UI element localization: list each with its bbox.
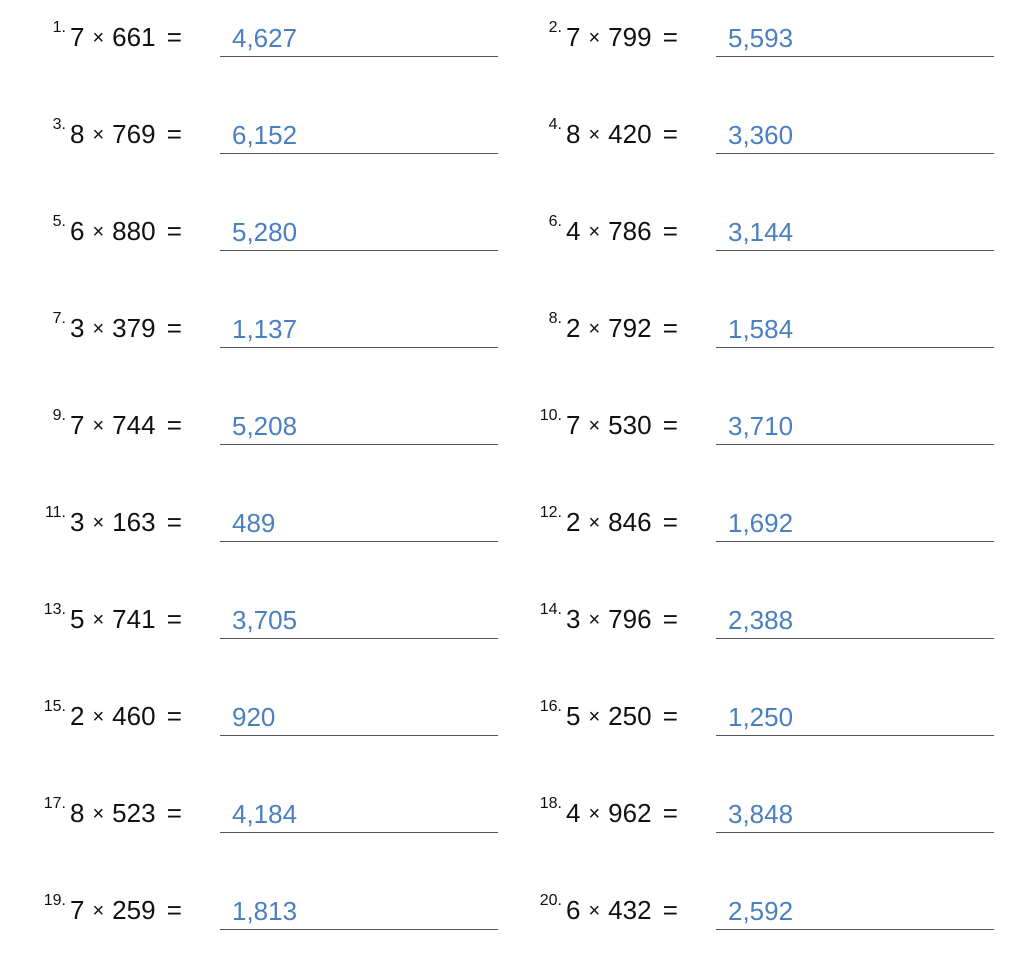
answer-line [716, 638, 994, 639]
multiplicand: 530 [608, 410, 652, 440]
multiplier: 7 [566, 410, 581, 440]
problem-item [22, 503, 502, 563]
multiplicand: 661 [112, 22, 156, 52]
problem-item [518, 697, 998, 757]
times-sign: × [588, 27, 601, 49]
times-sign: × [92, 706, 105, 728]
answer-line [220, 153, 498, 154]
multiplier: 7 [70, 22, 85, 52]
multiplier: 3 [70, 313, 85, 343]
problem-number: 4. [548, 116, 562, 133]
equals-sign: = [662, 313, 678, 343]
answer-line [716, 444, 994, 445]
multiplicand: 744 [112, 410, 156, 440]
answer-value: 1,584 [728, 314, 794, 344]
multiplicand: 796 [608, 604, 652, 634]
answer-line [716, 153, 994, 154]
equals-sign: = [166, 604, 182, 634]
multiplicand: 786 [608, 216, 652, 246]
answer-value: 3,360 [728, 120, 794, 150]
answer-line [716, 832, 994, 833]
problem-expression [68, 604, 184, 637]
multiplier: 6 [566, 895, 581, 925]
answer-value: 4,184 [232, 799, 298, 829]
problem-item [22, 115, 502, 175]
answer-line [716, 541, 994, 542]
multiplier: 2 [70, 701, 85, 731]
times-sign: × [92, 803, 105, 825]
multiplier: 6 [70, 216, 85, 246]
times-sign: × [588, 415, 601, 437]
equals-sign: = [166, 798, 182, 828]
multiplicand: 432 [608, 895, 652, 925]
answer-value: 2,592 [728, 896, 794, 926]
problem-number: 19. [43, 892, 66, 909]
multiplier: 7 [566, 22, 581, 52]
problem-expression [68, 410, 184, 443]
multiplicand: 259 [112, 895, 156, 925]
answer-value: 920 [232, 702, 276, 732]
multiplier: 3 [70, 507, 85, 537]
times-sign: × [92, 124, 105, 146]
problem-number: 17. [43, 795, 66, 812]
multiplier: 4 [566, 798, 581, 828]
times-sign: × [92, 900, 105, 922]
problem-number: 9. [52, 407, 66, 424]
problem-number: 12. [539, 504, 562, 521]
problem-expression [564, 798, 680, 831]
answer-line [220, 347, 498, 348]
answer-line [716, 250, 994, 251]
problem-expression [68, 216, 184, 249]
problem-expression [564, 22, 680, 55]
equals-sign: = [662, 604, 678, 634]
times-sign: × [588, 803, 601, 825]
equals-sign: = [662, 22, 678, 52]
answer-line [716, 347, 994, 348]
multiplicand: 846 [608, 507, 652, 537]
problem-number: 8. [548, 310, 562, 327]
multiplicand: 379 [112, 313, 156, 343]
problem-expression [564, 507, 680, 540]
equals-sign: = [166, 895, 182, 925]
multiplier: 4 [566, 216, 581, 246]
answer-value: 6,152 [232, 120, 298, 150]
problem-expression [68, 313, 184, 346]
answer-line [716, 56, 994, 57]
problem-item [518, 406, 998, 466]
answer-line [716, 735, 994, 736]
answer-value: 5,593 [728, 23, 794, 53]
answer-line [220, 250, 498, 251]
problem-item [518, 600, 998, 660]
problem-expression [564, 604, 680, 637]
multiplier: 7 [70, 410, 85, 440]
multiplier: 2 [566, 313, 581, 343]
problem-expression [68, 798, 184, 831]
equals-sign: = [166, 410, 182, 440]
multiplicand: 962 [608, 798, 652, 828]
problem-number: 5. [52, 213, 66, 230]
problem-number: 20. [539, 892, 562, 909]
equals-sign: = [166, 216, 182, 246]
problem-item [518, 891, 998, 951]
times-sign: × [588, 221, 601, 243]
answer-value: 5,280 [232, 217, 298, 247]
problem-number: 3. [52, 116, 66, 133]
multiplier: 8 [70, 119, 85, 149]
multiplier: 8 [566, 119, 581, 149]
answer-line [716, 929, 994, 930]
problem-number: 10. [539, 407, 562, 424]
answer-value: 1,250 [728, 702, 794, 732]
problem-expression [564, 895, 680, 928]
times-sign: × [588, 512, 601, 534]
multiplier: 2 [566, 507, 581, 537]
problem-number: 15. [43, 698, 66, 715]
times-sign: × [588, 609, 601, 631]
problem-expression [564, 701, 680, 734]
multiplicand: 769 [112, 119, 156, 149]
equals-sign: = [166, 507, 182, 537]
problem-number: 11. [44, 504, 66, 521]
times-sign: × [92, 609, 105, 631]
problem-item [22, 794, 502, 854]
multiplier: 8 [70, 798, 85, 828]
equals-sign: = [662, 216, 678, 246]
answer-line [220, 735, 498, 736]
problem-item [22, 891, 502, 951]
equals-sign: = [166, 701, 182, 731]
answer-line [220, 56, 498, 57]
problem-number: 2. [548, 19, 562, 36]
times-sign: × [588, 124, 601, 146]
problem-number: 6. [548, 213, 562, 230]
problem-item [22, 212, 502, 272]
answer-line [220, 444, 498, 445]
answer-value: 3,848 [728, 799, 794, 829]
problem-item [518, 503, 998, 563]
multiplicand: 250 [608, 701, 652, 731]
problem-number: 14. [539, 601, 562, 618]
multiplicand: 460 [112, 701, 156, 731]
problem-item [22, 309, 502, 369]
answer-line [220, 832, 498, 833]
problem-expression [68, 507, 184, 540]
problem-number: 7. [52, 310, 66, 327]
problem-expression [564, 313, 680, 346]
problem-number: 16. [539, 698, 562, 715]
equals-sign: = [662, 119, 678, 149]
problem-item [22, 18, 502, 78]
problem-expression [68, 701, 184, 734]
problem-expression [564, 410, 680, 443]
answer-value: 4,627 [232, 23, 298, 53]
multiplicand: 741 [112, 604, 156, 634]
multiplier: 5 [70, 604, 85, 634]
equals-sign: = [166, 22, 182, 52]
problem-item [518, 18, 998, 78]
answer-line [220, 929, 498, 930]
equals-sign: = [166, 119, 182, 149]
multiplicand: 792 [608, 313, 652, 343]
times-sign: × [588, 318, 601, 340]
problem-expression [68, 119, 184, 152]
problem-expression [564, 119, 680, 152]
problem-number: 13. [43, 601, 66, 618]
answer-value: 1,137 [232, 314, 298, 344]
multiplier: 7 [70, 895, 85, 925]
problem-expression [564, 216, 680, 249]
equals-sign: = [662, 410, 678, 440]
equals-sign: = [662, 895, 678, 925]
times-sign: × [92, 415, 105, 437]
problem-expression [68, 895, 184, 928]
problem-item [22, 697, 502, 757]
times-sign: × [588, 900, 601, 922]
times-sign: × [92, 221, 105, 243]
problem-item [518, 115, 998, 175]
problem-item [518, 794, 998, 854]
multiplicand: 523 [112, 798, 156, 828]
problem-item [22, 406, 502, 466]
answer-value: 3,144 [728, 217, 794, 247]
multiplicand: 880 [112, 216, 156, 246]
answer-value: 5,208 [232, 411, 298, 441]
problem-expression [68, 22, 184, 55]
equals-sign: = [662, 701, 678, 731]
answer-line [220, 638, 498, 639]
times-sign: × [588, 706, 601, 728]
problem-number: 1. [52, 19, 66, 36]
equals-sign: = [662, 507, 678, 537]
multiplicand: 420 [608, 119, 652, 149]
answer-value: 3,705 [232, 605, 298, 635]
answer-line [220, 541, 498, 542]
problem-number: 18. [539, 795, 562, 812]
problem-item [22, 600, 502, 660]
answer-value: 2,388 [728, 605, 794, 635]
times-sign: × [92, 27, 105, 49]
multiplier: 5 [566, 701, 581, 731]
equals-sign: = [662, 798, 678, 828]
answer-value: 489 [232, 508, 276, 538]
multiplier: 3 [566, 604, 581, 634]
times-sign: × [92, 512, 105, 534]
answer-value: 1,813 [232, 896, 298, 926]
times-sign: × [92, 318, 105, 340]
problem-item [518, 309, 998, 369]
answer-value: 1,692 [728, 508, 794, 538]
multiplicand: 799 [608, 22, 652, 52]
equals-sign: = [166, 313, 182, 343]
problem-item [518, 212, 998, 272]
multiplicand: 163 [112, 507, 156, 537]
answer-value: 3,710 [728, 411, 794, 441]
